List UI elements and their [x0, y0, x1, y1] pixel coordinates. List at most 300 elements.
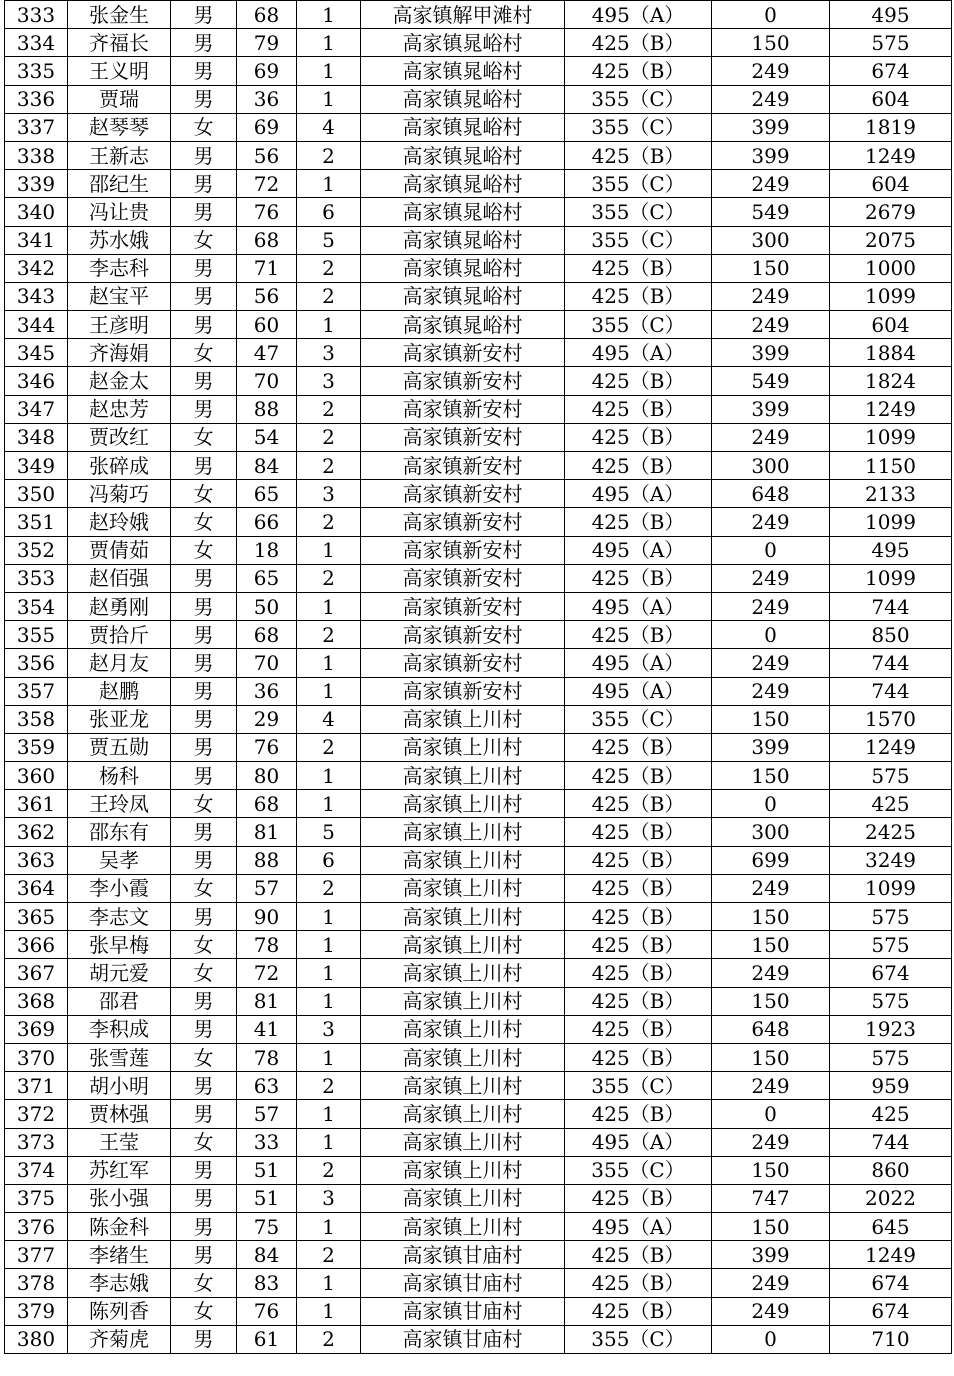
cell-address: 高家镇甘庙村 [361, 1269, 565, 1297]
cell-standard: 425（B） [565, 254, 712, 282]
cell-total: 1884 [830, 339, 952, 367]
cell-age: 70 [237, 367, 297, 395]
cell-serial: 353 [5, 564, 68, 592]
cell-standard: 425（B） [565, 762, 712, 790]
cell-subsidy: 249 [712, 282, 830, 310]
cell-total: 575 [830, 903, 952, 931]
cell-standard: 425（B） [565, 1100, 712, 1128]
cell-subsidy: 0 [712, 1325, 830, 1353]
cell-total: 674 [830, 959, 952, 987]
cell-household-size: 1 [297, 85, 361, 113]
cell-standard: 425（B） [565, 141, 712, 169]
cell-name: 齐海娟 [68, 339, 171, 367]
cell-name: 齐菊虎 [68, 1325, 171, 1353]
cell-serial: 335 [5, 57, 68, 85]
cell-gender: 男 [171, 1, 237, 29]
cell-household-size: 2 [297, 733, 361, 761]
cell-subsidy: 399 [712, 141, 830, 169]
cell-address: 高家镇新安村 [361, 367, 565, 395]
cell-serial: 367 [5, 959, 68, 987]
cell-household-size: 3 [297, 1184, 361, 1212]
cell-gender: 男 [171, 818, 237, 846]
cell-total: 3249 [830, 846, 952, 874]
cell-gender: 男 [171, 57, 237, 85]
cell-gender: 男 [171, 1213, 237, 1241]
cell-subsidy: 249 [712, 649, 830, 677]
cell-age: 63 [237, 1072, 297, 1100]
cell-standard: 425（B） [565, 367, 712, 395]
cell-age: 68 [237, 790, 297, 818]
cell-address: 高家镇甘庙村 [361, 1241, 565, 1269]
cell-household-size: 1 [297, 959, 361, 987]
cell-subsidy: 249 [712, 874, 830, 902]
cell-total: 674 [830, 1269, 952, 1297]
cell-subsidy: 549 [712, 198, 830, 226]
cell-age: 90 [237, 903, 297, 931]
cell-subsidy: 249 [712, 423, 830, 451]
cell-serial: 334 [5, 29, 68, 57]
cell-age: 76 [237, 198, 297, 226]
table-row [5, 649, 952, 677]
cell-standard: 425（B） [565, 564, 712, 592]
cell-serial: 363 [5, 846, 68, 874]
cell-standard: 425（B） [565, 987, 712, 1015]
cell-total: 1099 [830, 508, 952, 536]
cell-address: 高家镇上川村 [361, 1213, 565, 1241]
cell-age: 36 [237, 677, 297, 705]
cell-subsidy: 150 [712, 254, 830, 282]
cell-address: 高家镇新安村 [361, 452, 565, 480]
cell-name: 王彦明 [68, 311, 171, 339]
cell-gender: 男 [171, 762, 237, 790]
cell-standard: 425（B） [565, 395, 712, 423]
cell-serial: 364 [5, 874, 68, 902]
cell-serial: 356 [5, 649, 68, 677]
cell-household-size: 6 [297, 846, 361, 874]
cell-serial: 340 [5, 198, 68, 226]
cell-age: 76 [237, 1297, 297, 1325]
cell-age: 79 [237, 29, 297, 57]
cell-standard: 355（C） [565, 1072, 712, 1100]
cell-serial: 379 [5, 1297, 68, 1325]
cell-household-size: 1 [297, 1128, 361, 1156]
cell-subsidy: 0 [712, 790, 830, 818]
cell-age: 81 [237, 987, 297, 1015]
table-row [5, 1015, 952, 1043]
cell-serial: 342 [5, 254, 68, 282]
cell-gender: 男 [171, 1241, 237, 1269]
table-row [5, 141, 952, 169]
cell-standard: 425（B） [565, 1043, 712, 1071]
cell-standard: 425（B） [565, 508, 712, 536]
cell-household-size: 2 [297, 621, 361, 649]
cell-name: 杨科 [68, 762, 171, 790]
cell-name: 贾改红 [68, 423, 171, 451]
cell-total: 1819 [830, 113, 952, 141]
cell-name: 冯菊巧 [68, 480, 171, 508]
table-row [5, 762, 952, 790]
cell-standard: 425（B） [565, 846, 712, 874]
cell-serial: 346 [5, 367, 68, 395]
cell-total: 575 [830, 1043, 952, 1071]
cell-total: 674 [830, 1297, 952, 1325]
table-row [5, 1269, 952, 1297]
cell-standard: 425（B） [565, 733, 712, 761]
cell-subsidy: 249 [712, 1072, 830, 1100]
cell-subsidy: 150 [712, 987, 830, 1015]
cell-address: 高家镇晁峪村 [361, 170, 565, 198]
cell-subsidy: 150 [712, 903, 830, 931]
cell-address: 高家镇晁峪村 [361, 57, 565, 85]
cell-subsidy: 0 [712, 1, 830, 29]
cell-name: 赵月友 [68, 649, 171, 677]
cell-address: 高家镇上川村 [361, 790, 565, 818]
cell-standard: 425（B） [565, 959, 712, 987]
cell-household-size: 1 [297, 311, 361, 339]
cell-standard: 425（B） [565, 621, 712, 649]
cell-subsidy: 0 [712, 1100, 830, 1128]
cell-address: 高家镇晁峪村 [361, 226, 565, 254]
cell-age: 18 [237, 536, 297, 564]
cell-age: 88 [237, 395, 297, 423]
cell-name: 胡小明 [68, 1072, 171, 1100]
cell-standard: 495（A） [565, 1213, 712, 1241]
cell-serial: 365 [5, 903, 68, 931]
cell-age: 83 [237, 1269, 297, 1297]
cell-household-size: 3 [297, 1015, 361, 1043]
data-table [4, 0, 952, 1354]
cell-serial: 357 [5, 677, 68, 705]
table-row [5, 339, 952, 367]
cell-age: 71 [237, 254, 297, 282]
cell-gender: 男 [171, 987, 237, 1015]
cell-address: 高家镇上川村 [361, 1184, 565, 1212]
cell-household-size: 2 [297, 395, 361, 423]
cell-age: 56 [237, 282, 297, 310]
cell-household-size: 2 [297, 874, 361, 902]
cell-name: 苏红军 [68, 1156, 171, 1184]
table-row [5, 113, 952, 141]
cell-name: 赵金太 [68, 367, 171, 395]
cell-name: 张早梅 [68, 931, 171, 959]
cell-subsidy: 150 [712, 762, 830, 790]
table-row [5, 1128, 952, 1156]
cell-household-size: 2 [297, 1156, 361, 1184]
table-row [5, 226, 952, 254]
cell-address: 高家镇晁峪村 [361, 311, 565, 339]
cell-household-size: 3 [297, 339, 361, 367]
cell-name: 李积成 [68, 1015, 171, 1043]
cell-total: 674 [830, 57, 952, 85]
cell-age: 54 [237, 423, 297, 451]
cell-household-size: 1 [297, 677, 361, 705]
cell-address: 高家镇上川村 [361, 762, 565, 790]
cell-age: 51 [237, 1156, 297, 1184]
cell-gender: 男 [171, 1100, 237, 1128]
cell-subsidy: 0 [712, 536, 830, 564]
cell-serial: 370 [5, 1043, 68, 1071]
cell-total: 425 [830, 1100, 952, 1128]
cell-age: 50 [237, 592, 297, 620]
cell-total: 1000 [830, 254, 952, 282]
cell-gender: 女 [171, 480, 237, 508]
cell-subsidy: 300 [712, 452, 830, 480]
cell-name: 贾拾斤 [68, 621, 171, 649]
cell-gender: 女 [171, 874, 237, 902]
cell-standard: 425（B） [565, 29, 712, 57]
cell-address: 高家镇新安村 [361, 423, 565, 451]
cell-subsidy: 249 [712, 85, 830, 113]
cell-household-size: 4 [297, 705, 361, 733]
cell-serial: 371 [5, 1072, 68, 1100]
cell-standard: 495（A） [565, 339, 712, 367]
cell-name: 李绪生 [68, 1241, 171, 1269]
cell-address: 高家镇上川村 [361, 874, 565, 902]
cell-household-size: 4 [297, 113, 361, 141]
cell-subsidy: 399 [712, 395, 830, 423]
cell-name: 李志文 [68, 903, 171, 931]
cell-age: 76 [237, 733, 297, 761]
cell-total: 1099 [830, 282, 952, 310]
cell-name: 赵玲娥 [68, 508, 171, 536]
cell-subsidy: 249 [712, 959, 830, 987]
cell-gender: 男 [171, 1184, 237, 1212]
cell-address: 高家镇晁峪村 [361, 282, 565, 310]
table-row [5, 903, 952, 931]
cell-gender: 女 [171, 1128, 237, 1156]
cell-standard: 355（C） [565, 226, 712, 254]
cell-name: 邵君 [68, 987, 171, 1015]
cell-name: 赵佰强 [68, 564, 171, 592]
cell-subsidy: 249 [712, 592, 830, 620]
cell-household-size: 3 [297, 480, 361, 508]
cell-household-size: 1 [297, 1100, 361, 1128]
table-row [5, 959, 952, 987]
cell-standard: 425（B） [565, 874, 712, 902]
cell-name: 冯让贵 [68, 198, 171, 226]
cell-serial: 378 [5, 1269, 68, 1297]
cell-subsidy: 150 [712, 931, 830, 959]
cell-serial: 345 [5, 339, 68, 367]
cell-household-size: 1 [297, 29, 361, 57]
cell-standard: 425（B） [565, 818, 712, 846]
cell-household-size: 1 [297, 790, 361, 818]
cell-serial: 366 [5, 931, 68, 959]
cell-gender: 男 [171, 621, 237, 649]
table-row [5, 423, 952, 451]
cell-subsidy: 648 [712, 1015, 830, 1043]
cell-total: 2022 [830, 1184, 952, 1212]
cell-name: 张金生 [68, 1, 171, 29]
table-row [5, 57, 952, 85]
cell-subsidy: 549 [712, 367, 830, 395]
cell-standard: 355（C） [565, 113, 712, 141]
cell-standard: 355（C） [565, 170, 712, 198]
cell-subsidy: 249 [712, 677, 830, 705]
cell-gender: 男 [171, 649, 237, 677]
cell-age: 36 [237, 85, 297, 113]
cell-household-size: 1 [297, 170, 361, 198]
cell-gender: 女 [171, 508, 237, 536]
cell-gender: 男 [171, 452, 237, 480]
cell-age: 72 [237, 959, 297, 987]
cell-standard: 425（B） [565, 790, 712, 818]
cell-address: 高家镇晁峪村 [361, 198, 565, 226]
cell-subsidy: 300 [712, 818, 830, 846]
cell-gender: 男 [171, 282, 237, 310]
cell-total: 495 [830, 1, 952, 29]
cell-subsidy: 249 [712, 1297, 830, 1325]
cell-gender: 男 [171, 677, 237, 705]
table-row [5, 790, 952, 818]
cell-serial: 343 [5, 282, 68, 310]
cell-serial: 372 [5, 1100, 68, 1128]
cell-serial: 373 [5, 1128, 68, 1156]
cell-age: 70 [237, 649, 297, 677]
cell-household-size: 1 [297, 57, 361, 85]
cell-serial: 349 [5, 452, 68, 480]
cell-gender: 女 [171, 226, 237, 254]
cell-total: 2075 [830, 226, 952, 254]
table-row [5, 987, 952, 1015]
cell-name: 李志娥 [68, 1269, 171, 1297]
cell-address: 高家镇解甲滩村 [361, 1, 565, 29]
cell-name: 贾林强 [68, 1100, 171, 1128]
cell-serial: 333 [5, 1, 68, 29]
cell-household-size: 1 [297, 592, 361, 620]
cell-address: 高家镇甘庙村 [361, 1297, 565, 1325]
cell-address: 高家镇新安村 [361, 480, 565, 508]
cell-gender: 男 [171, 592, 237, 620]
cell-address: 高家镇新安村 [361, 395, 565, 423]
cell-total: 2425 [830, 818, 952, 846]
table-row [5, 170, 952, 198]
cell-serial: 336 [5, 85, 68, 113]
cell-standard: 495（A） [565, 480, 712, 508]
cell-household-size: 1 [297, 1297, 361, 1325]
cell-address: 高家镇晁峪村 [361, 85, 565, 113]
cell-standard: 425（B） [565, 57, 712, 85]
cell-subsidy: 150 [712, 705, 830, 733]
cell-serial: 376 [5, 1213, 68, 1241]
cell-standard: 495（A） [565, 677, 712, 705]
table-body [5, 1, 952, 1354]
cell-subsidy: 249 [712, 564, 830, 592]
cell-total: 1923 [830, 1015, 952, 1043]
cell-household-size: 1 [297, 1213, 361, 1241]
cell-serial: 361 [5, 790, 68, 818]
cell-address: 高家镇上川村 [361, 903, 565, 931]
cell-gender: 女 [171, 1297, 237, 1325]
table-row [5, 621, 952, 649]
cell-standard: 425（B） [565, 1241, 712, 1269]
cell-total: 710 [830, 1325, 952, 1353]
cell-total: 1099 [830, 874, 952, 902]
cell-total: 425 [830, 790, 952, 818]
cell-standard: 425（B） [565, 1184, 712, 1212]
cell-household-size: 1 [297, 1, 361, 29]
cell-gender: 女 [171, 113, 237, 141]
cell-address: 高家镇上川村 [361, 733, 565, 761]
table-row [5, 198, 952, 226]
table-row [5, 592, 952, 620]
cell-gender: 女 [171, 536, 237, 564]
table-row [5, 536, 952, 564]
cell-address: 高家镇上川村 [361, 1043, 565, 1071]
cell-gender: 男 [171, 1015, 237, 1043]
cell-subsidy: 249 [712, 311, 830, 339]
cell-household-size: 1 [297, 903, 361, 931]
table-row [5, 1213, 952, 1241]
cell-subsidy: 300 [712, 226, 830, 254]
cell-subsidy: 249 [712, 1269, 830, 1297]
cell-gender: 女 [171, 1043, 237, 1071]
cell-household-size: 6 [297, 198, 361, 226]
cell-age: 57 [237, 1100, 297, 1128]
cell-gender: 男 [171, 29, 237, 57]
table-row [5, 1241, 952, 1269]
cell-address: 高家镇新安村 [361, 564, 565, 592]
cell-total: 575 [830, 29, 952, 57]
cell-gender: 男 [171, 311, 237, 339]
cell-address: 高家镇上川村 [361, 1015, 565, 1043]
table-row [5, 452, 952, 480]
cell-name: 陈金科 [68, 1213, 171, 1241]
cell-name: 吴孝 [68, 846, 171, 874]
cell-subsidy: 249 [712, 508, 830, 536]
cell-standard: 425（B） [565, 903, 712, 931]
cell-subsidy: 150 [712, 1043, 830, 1071]
cell-total: 744 [830, 1128, 952, 1156]
cell-household-size: 1 [297, 762, 361, 790]
cell-household-size: 1 [297, 1269, 361, 1297]
cell-household-size: 5 [297, 818, 361, 846]
cell-household-size: 2 [297, 564, 361, 592]
cell-standard: 495（A） [565, 1, 712, 29]
cell-standard: 495（A） [565, 592, 712, 620]
cell-age: 33 [237, 1128, 297, 1156]
cell-serial: 354 [5, 592, 68, 620]
cell-household-size: 2 [297, 452, 361, 480]
cell-standard: 425（B） [565, 423, 712, 451]
cell-gender: 男 [171, 198, 237, 226]
cell-total: 1249 [830, 395, 952, 423]
cell-address: 高家镇上川村 [361, 1100, 565, 1128]
cell-age: 47 [237, 339, 297, 367]
table-row [5, 931, 952, 959]
cell-household-size: 2 [297, 282, 361, 310]
cell-serial: 362 [5, 818, 68, 846]
cell-address: 高家镇上川村 [361, 1128, 565, 1156]
table-row [5, 677, 952, 705]
cell-name: 赵鹏 [68, 677, 171, 705]
table-row [5, 705, 952, 733]
table-row [5, 1043, 952, 1071]
cell-serial: 369 [5, 1015, 68, 1043]
cell-total: 575 [830, 762, 952, 790]
cell-age: 68 [237, 226, 297, 254]
cell-standard: 495（A） [565, 536, 712, 564]
cell-name: 齐福长 [68, 29, 171, 57]
cell-name: 王义明 [68, 57, 171, 85]
cell-gender: 女 [171, 1269, 237, 1297]
cell-gender: 男 [171, 705, 237, 733]
table-row [5, 846, 952, 874]
cell-address: 高家镇晁峪村 [361, 141, 565, 169]
cell-standard: 425（B） [565, 452, 712, 480]
cell-household-size: 5 [297, 226, 361, 254]
cell-age: 75 [237, 1213, 297, 1241]
